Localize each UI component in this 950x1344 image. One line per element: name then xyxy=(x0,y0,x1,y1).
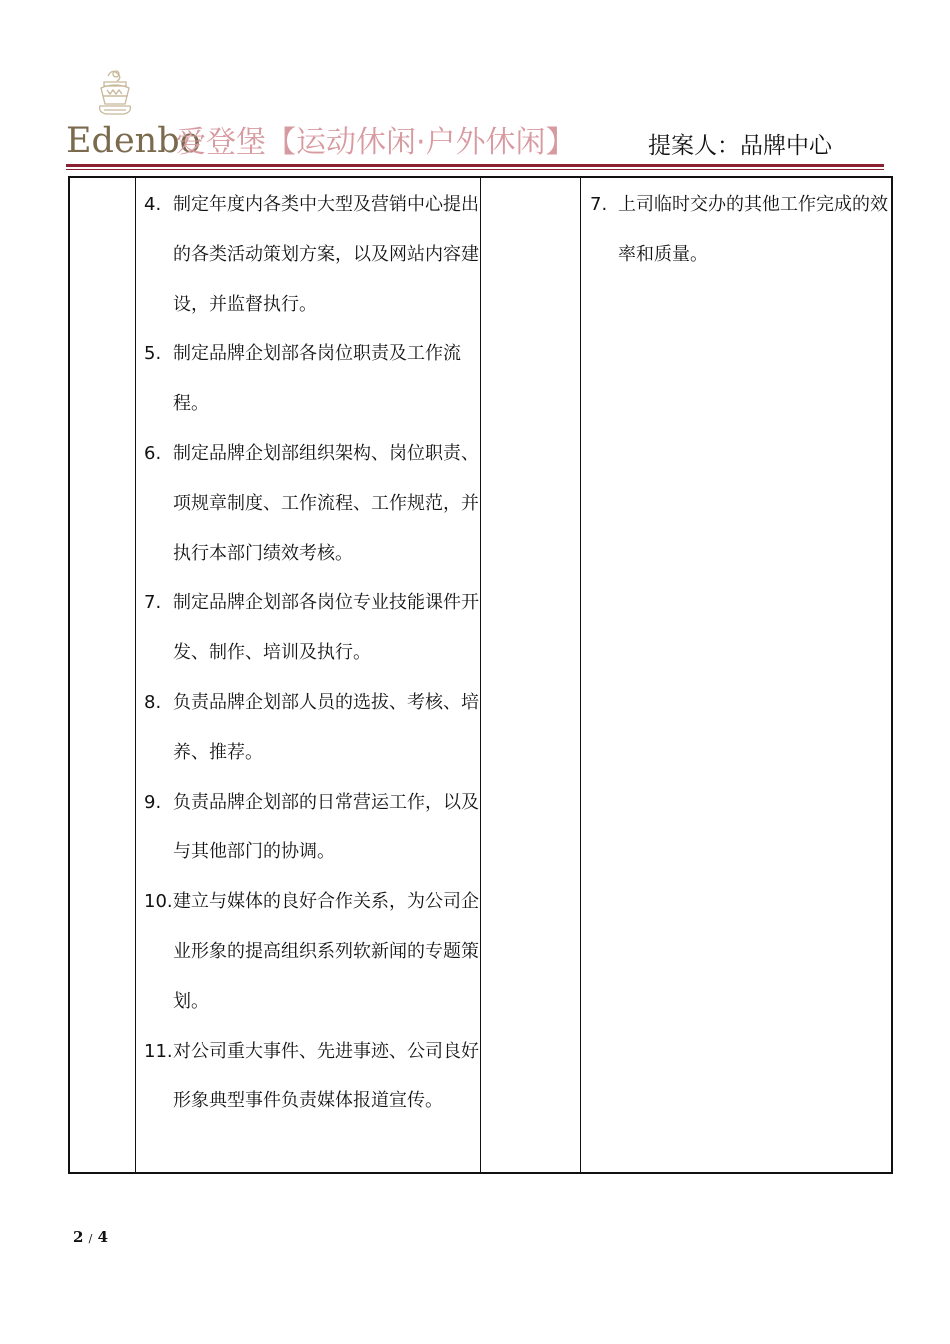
brand-logo-text: Edenbo xyxy=(66,121,201,161)
list-item-number: 7. xyxy=(144,592,162,614)
duties-list xyxy=(144,180,480,1126)
brand-chinese-name: 爱登堡【运动休闲·户外休闲】 xyxy=(176,125,576,160)
page-number xyxy=(73,1228,108,1246)
list-item-text: 建立与媒体的良好合作关系，为公司企业形象的提高组织系列软新闻的专题策划。 xyxy=(173,891,479,1012)
page-separator: / xyxy=(88,1232,93,1245)
table-column-divider xyxy=(580,178,581,1172)
header-rule-thin xyxy=(66,169,884,170)
list-item xyxy=(144,678,480,778)
list-item-number: 9. xyxy=(144,791,162,813)
list-item-number: 5. xyxy=(144,343,162,365)
list-item xyxy=(144,877,480,1026)
list-item xyxy=(144,180,480,329)
list-item-text: 上司临时交办的其他工作完成的效率和质量。 xyxy=(618,194,888,265)
list-item xyxy=(590,180,890,280)
list-item-text: 负责品牌企划部人员的选拔、考核、培养、推荐。 xyxy=(173,691,479,763)
list-item-text: 对公司重大事件、先进事迹、公司良好形象典型事件负责媒体报道宣传。 xyxy=(173,1040,479,1112)
list-item-number: 4. xyxy=(144,194,162,215)
list-item-number: 11. xyxy=(144,1040,173,1062)
list-item-text: 制定年度内各类中大型及营销中心提出的各类活动策划方案，以及网站内容建设，并监督执行。 xyxy=(173,194,479,315)
list-item xyxy=(144,329,480,429)
page-current: 2 xyxy=(73,1228,84,1246)
other-duties-list xyxy=(590,180,890,280)
proposer-label: 提案人：品牌中心 xyxy=(648,133,832,159)
list-item xyxy=(144,1027,480,1127)
list-item-number: 8. xyxy=(144,691,162,713)
list-item xyxy=(144,578,480,678)
list-item-text: 制定品牌企划部各岗位专业技能课件开发、制作、培训及执行。 xyxy=(173,592,479,664)
list-item-number: 6. xyxy=(144,442,162,464)
list-item-text: 制定品牌企划部各岗位职责及工作流程。 xyxy=(173,343,461,415)
crest-icon xyxy=(92,66,138,120)
list-item-text: 制定品牌企划部组织架构、岗位职责、项规章制度、工作流程、工作规范，并执行本部门绩效考核。 xyxy=(173,442,479,564)
list-item-number: 10. xyxy=(144,891,173,913)
page-total: 4 xyxy=(97,1228,109,1246)
list-item-text: 负责品牌企划部的日常营运工作，以及与其他部门的协调。 xyxy=(173,791,479,863)
table-column-divider xyxy=(135,178,136,1172)
header-rule-thick xyxy=(66,164,884,167)
list-item-number: 7. xyxy=(590,194,608,215)
list-item xyxy=(144,429,480,578)
table-column-divider xyxy=(480,178,481,1172)
list-item xyxy=(144,778,480,878)
